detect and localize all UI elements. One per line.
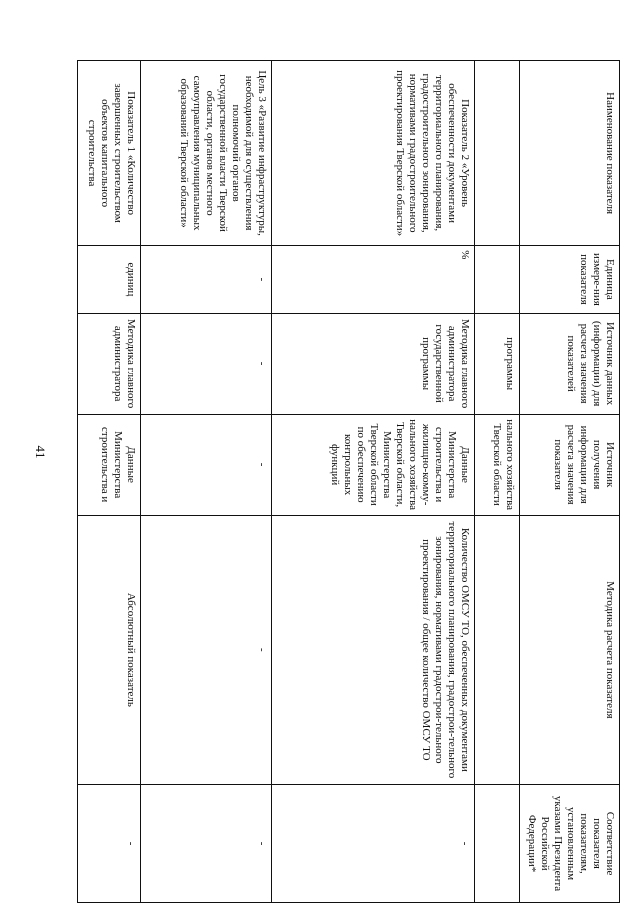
table-cell: Методика главного администратора	[78, 313, 141, 414]
table-cell: Количество ОМСУ ТО, обеспеченных документами территориального планирования, градострои-тельного зонирования, нормативами градострои-тельного проектирования / общее количество ОМСУ ТО	[271, 515, 475, 784]
table-cell: -	[141, 515, 271, 784]
table-cell: Цель 3 «Развитие инфраструктуры, необходимой для осуществления полномочий органов государственной власти Тверской области, органов местного самоуправления муниципальных образований Тверской области»	[141, 61, 271, 246]
table-row	[475, 61, 520, 903]
table-header-row	[520, 61, 620, 903]
table-cell: Данные Министерства строительства и жилищно-комму-нального хозяйства Тверской области, Министерства Тверской области по обеспечению контрольных функций	[271, 414, 475, 515]
table-cell: -	[141, 246, 271, 313]
table-row	[141, 61, 271, 903]
table-cell: -	[141, 785, 271, 903]
table-cell: Абсолютный показатель	[78, 515, 141, 784]
header-indicator-name: Наименование показателя	[520, 61, 620, 246]
table-cell: -	[141, 414, 271, 515]
header-data-source: Источник данных (информации) для расчета значения показателей	[520, 313, 620, 414]
table-cell: программы	[475, 313, 520, 414]
table-cell	[475, 61, 520, 246]
table-cell: -	[271, 785, 475, 903]
header-unit: Единица измере-ния показателя	[520, 246, 620, 313]
table-cell: Показатель 2 «Уровень обеспеченности документами территориального планирования, градостроительного зонирования, нормативами градостроительного проектирования Тверской области»	[271, 61, 475, 246]
table-cell	[475, 515, 520, 784]
header-info-source: Источник получения информации для расчета значения показателя	[520, 414, 620, 515]
table-cell	[475, 785, 520, 903]
table-cell	[475, 246, 520, 313]
indicators-table	[77, 60, 620, 903]
table-cell: нального хозяйства Тверской области	[475, 414, 520, 515]
table-cell: Данные Министерства строительства и	[78, 414, 141, 515]
table-cell: -	[141, 313, 271, 414]
table-row	[271, 61, 475, 903]
header-method: Методика расчета показателя	[520, 515, 620, 784]
table-cell: единиц	[78, 246, 141, 313]
header-presidential-compliance: Соответствие показателя показателям, установленным указами Президента Российской Федерации*	[520, 785, 620, 903]
page-number: 41	[33, 445, 48, 459]
rotated-page-content	[77, 60, 620, 903]
table-cell: Показатель 1 «Количество завершенных строительством объектов капитального строительства	[78, 61, 141, 246]
table-cell: -	[78, 785, 141, 903]
table-cell: %	[271, 246, 475, 313]
table-cell: Методика главного администратора государственной программы	[271, 313, 475, 414]
table-row	[78, 61, 141, 903]
